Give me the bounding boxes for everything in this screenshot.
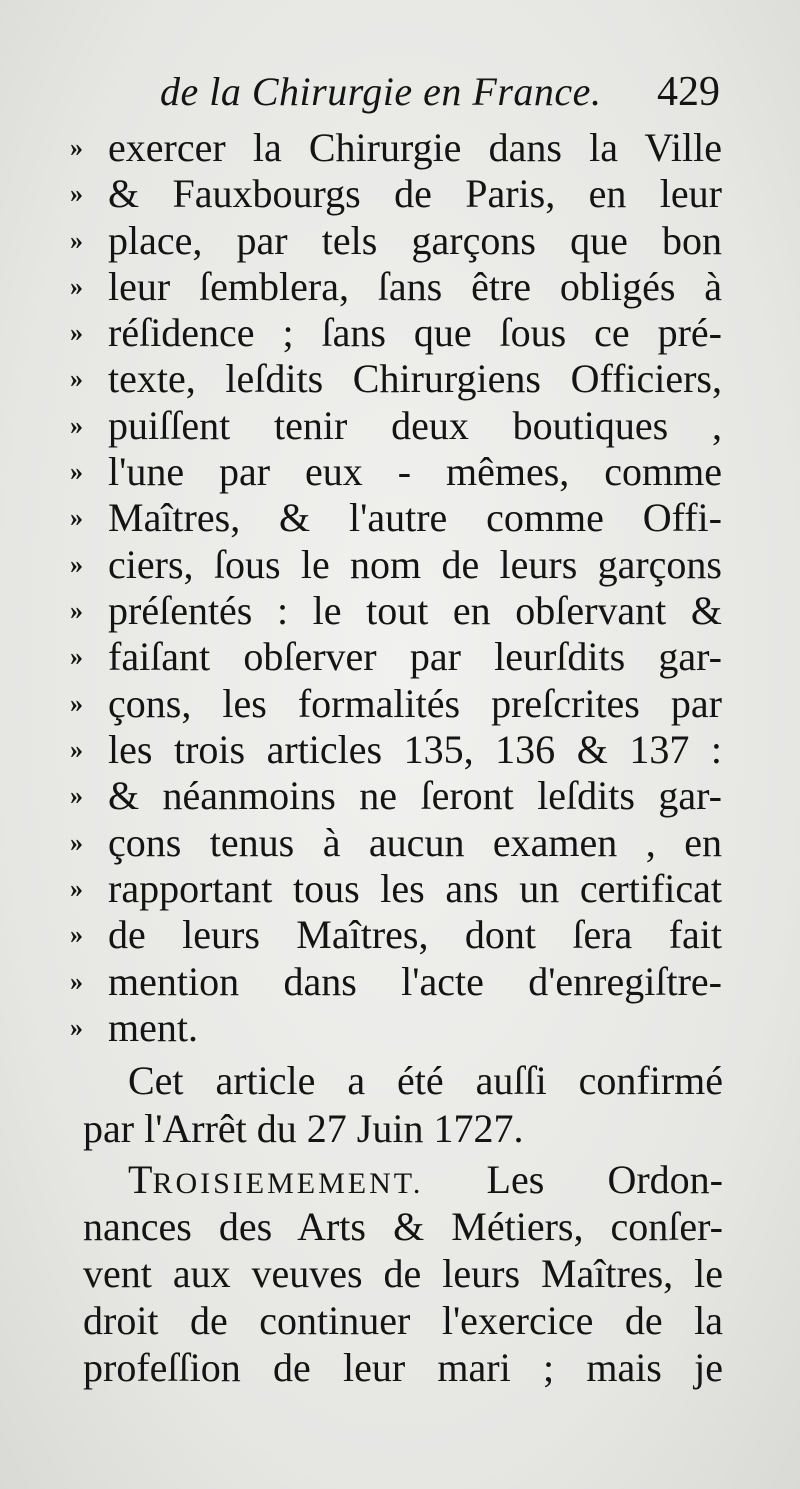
quoted-line: » rapportant tous les ans un certificat — [70, 866, 722, 911]
quoted-line: » place, par tels garçons que bon — [70, 218, 722, 263]
quoted-line: » ciers, ſous le nom de leurs garçons — [70, 542, 722, 587]
paragraph-line: vent aux veuves de leurs Maîtres, le — [83, 1251, 723, 1296]
paragraph-line: droit de continuer l'exercice de la — [83, 1298, 723, 1343]
paragraph-line: par l'Arrêt du 27 Juin 1727. — [83, 1106, 524, 1151]
page-number: 429 — [657, 69, 720, 115]
quoted-line: » texte, leſdits Chirurgiens Officiers, — [70, 356, 722, 401]
quoted-line: » & néanmoins ne ſeront leſdits gar- — [70, 773, 722, 818]
quoted-line: » & Fauxbourgs de Paris, en leur — [70, 171, 722, 216]
quoted-line: » leur ſemblera, ſans être obligés à — [70, 264, 722, 309]
quoted-line: » exercer la Chirurgie dans la Ville — [70, 125, 722, 170]
paragraph-line: Cet article a été auſſi confirmé — [128, 1058, 723, 1103]
quoted-line: » çons tenus à aucun examen , en — [70, 820, 722, 865]
quoted-line: » Maîtres, & l'autre comme Offi- — [70, 495, 722, 540]
paragraph-line: TROISIEMEMENT. Les Ordon- — [128, 1157, 723, 1202]
quoted-line: » mention dans l'acte d'enregiſtre- — [70, 959, 722, 1004]
quoted-line: » puiſſent tenir deux boutiques , — [70, 403, 722, 448]
quoted-line: » de leurs Maîtres, dont ſera fait — [70, 912, 722, 957]
quoted-line: » réſidence ; ſans que ſous ce pré- — [70, 310, 722, 355]
running-title: de la Chirurgie en France. — [160, 69, 602, 114]
paragraph-line: profeſſion de leur mari ; mais je — [83, 1345, 723, 1390]
page-header — [160, 68, 720, 128]
quoted-line: » çons, les formalités preſcrites par — [70, 681, 722, 726]
quoted-line: » les trois articles 135, 136 & 137 : — [70, 727, 722, 772]
quoted-line: » préſentés : le tout en obſervant & — [70, 588, 722, 633]
quoted-line: » l'une par eux - mêmes, comme — [70, 449, 722, 494]
quoted-line: » faiſant obſerver par leurſdits gar- — [70, 634, 722, 679]
small-caps-heading: TROISIEMEMENT. — [128, 1157, 424, 1202]
paragraph-line: nances des Arts & Métiers, conſer- — [83, 1204, 723, 1249]
quoted-line: » ment. — [70, 1005, 198, 1050]
